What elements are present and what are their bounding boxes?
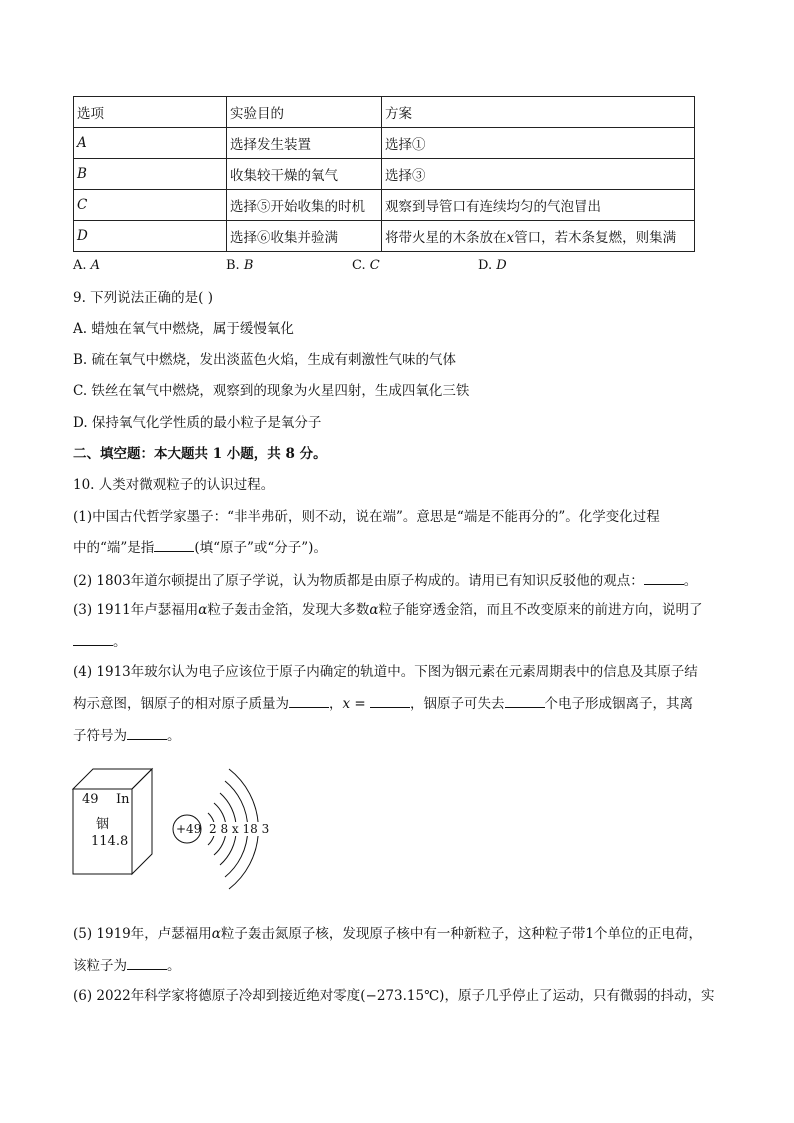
choice-d[interactable]	[478, 258, 507, 273]
table-cell-goal: 选择发生装置	[227, 128, 382, 159]
text: =	[350, 696, 371, 712]
q10-part3-line2	[73, 631, 127, 652]
text: (5) 1919年，卢瑟福用	[73, 926, 212, 942]
table-row	[74, 190, 695, 221]
plan-text: 将带火星的木条放在	[385, 230, 507, 246]
q10-part5-line1	[73, 924, 702, 944]
text: 。	[167, 728, 181, 744]
element-atomic-number: 49	[82, 792, 99, 807]
text: 。	[683, 573, 698, 589]
table-header-cell: 实验目的	[227, 97, 382, 128]
table-cell-goal: 选择⑥收集并验满	[227, 221, 382, 252]
text: 构示意图，铟原子的相对原子质量为	[73, 696, 289, 712]
text: (3) 1911年卢瑟福用	[73, 602, 199, 618]
choice-c[interactable]	[352, 258, 380, 273]
text: 中的“端”是指	[73, 540, 155, 556]
q10-part1-line2	[73, 537, 327, 558]
answer-blank[interactable]	[73, 631, 113, 646]
table-header-row	[74, 97, 695, 128]
table-cell-option: D	[74, 221, 227, 252]
table-cell-option: B	[74, 159, 227, 190]
table-cell-goal: 收集较干燥的氧气	[227, 159, 382, 190]
alpha-symbol: α	[211, 926, 221, 942]
choice-letter: A	[90, 258, 101, 273]
text: 粒子轰击氮原子核，发现原子核中有一种新粒子，这种粒子带1个单位的正电荷，	[220, 926, 702, 942]
text: 个电子形成铟离子，其离	[544, 696, 694, 712]
table-cell-plan: 观察到导管口有连续均匀的气泡冒出	[382, 190, 695, 221]
question-10-stem: 10. 人类对微观粒子的认识过程。	[73, 477, 275, 493]
choice-b[interactable]	[226, 258, 253, 273]
choice-a[interactable]	[73, 258, 100, 273]
q10-part4-line2	[73, 693, 693, 714]
answer-blank[interactable]	[370, 693, 410, 708]
text: (填“原子”或“分子”)。	[194, 540, 327, 556]
table-cell-option: C	[74, 190, 227, 221]
q10-part2	[73, 570, 697, 591]
table-header-cell: 方案	[382, 97, 695, 128]
text: 粒子轰击金箔，发现大多数	[207, 602, 370, 618]
question-9-option-b[interactable]: B. 硫在氧气中燃烧，发出淡蓝色火焰，生成有刺激性气味的气体	[73, 352, 457, 368]
element-symbol: In	[116, 792, 130, 807]
table-row	[74, 221, 695, 252]
alpha-symbol: α	[369, 602, 379, 618]
question-9-option-c[interactable]: C. 铁丝在氧气中燃烧，观察到的现象为火星四射，生成四氧化三铁	[73, 383, 470, 399]
text: 粒子能穿透金箔，而且不改变原来的前进方向，说明了	[378, 602, 703, 618]
answer-blank[interactable]	[289, 693, 329, 708]
text: 。	[167, 958, 181, 974]
table-row	[74, 128, 695, 159]
text: 子符号为	[73, 728, 127, 744]
nucleus-charge: +49	[176, 822, 202, 836]
text: ，	[329, 696, 343, 712]
alpha-symbol: α	[198, 602, 208, 618]
plan-variable: x	[506, 230, 515, 246]
plan-text: 管口，若木条复燃，则集满	[514, 230, 677, 246]
answer-blank[interactable]	[127, 725, 167, 740]
q10-part5-line2	[73, 955, 181, 976]
element-card-figure	[70, 764, 160, 880]
variable-x: x	[342, 696, 351, 712]
q10-part4-line3	[73, 725, 181, 746]
choice-letter: D	[496, 258, 507, 273]
text: (2) 1803年道尔顿提出了原子学说，认为物质都是由原子构成的。请用已有知识反驳他的观点：	[73, 573, 644, 589]
choice-letter: C	[369, 258, 380, 273]
text: ，铟原子可失去	[410, 696, 505, 712]
choice-prefix: C.	[352, 258, 366, 273]
q10-part6-line1: (6) 2022年科学家将德原子冷却到接近绝对零度(−273.15℃)，原子几乎停止了运动，只有微弱的抖动，实	[73, 988, 715, 1004]
electron-shell-counts: 2 8 x 18 3	[209, 822, 270, 836]
section-heading: 二、填空题：本大题共 1 小题，共 8 分。	[73, 446, 327, 462]
choice-prefix: A.	[73, 258, 87, 273]
table-cell-plan: 选择①	[382, 128, 695, 159]
q10-part1-line1: (1)中国古代哲学家墨子：“非半弗斫，则不动，说在端”。意思是“端是不能再分的”。化学变化过程	[73, 509, 660, 525]
text: 。	[113, 634, 127, 650]
q10-part3-line1	[73, 600, 703, 620]
table-row	[74, 159, 695, 190]
choice-letter: B	[243, 258, 254, 273]
answer-blank[interactable]	[154, 537, 194, 552]
table-header-cell: 选项	[74, 97, 227, 128]
question-9-stem: 9. 下列说法正确的是( )	[73, 290, 213, 306]
answer-blank[interactable]	[127, 955, 167, 970]
choice-prefix: D.	[478, 258, 493, 273]
answer-blank[interactable]	[505, 693, 545, 708]
table-cell-goal: 选择⑤开始收集的时机	[227, 190, 382, 221]
table-cell-plan: 选择③	[382, 159, 695, 190]
table-cell-plan	[382, 221, 695, 252]
answer-blank[interactable]	[644, 570, 684, 585]
q10-part4-line1: (4) 1913年玻尔认为电子应该位于原子内确定的轨道中。下图为铟元素在元素周期表中的信息及其原子结	[73, 664, 698, 680]
text: 该粒子为	[73, 958, 127, 974]
element-name: 铟	[96, 817, 110, 832]
question-9-option-a[interactable]: A. 蜡烛在氧气中燃烧，属于缓慢氧化	[73, 321, 294, 337]
element-atomic-mass: 114.8	[91, 834, 129, 849]
choice-prefix: B.	[226, 258, 240, 273]
question-9-option-d[interactable]: D. 保持氧气化学性质的最小粒子是氧分子	[73, 415, 322, 431]
experiment-options-table	[73, 96, 695, 252]
table-cell-option: A	[74, 128, 227, 159]
